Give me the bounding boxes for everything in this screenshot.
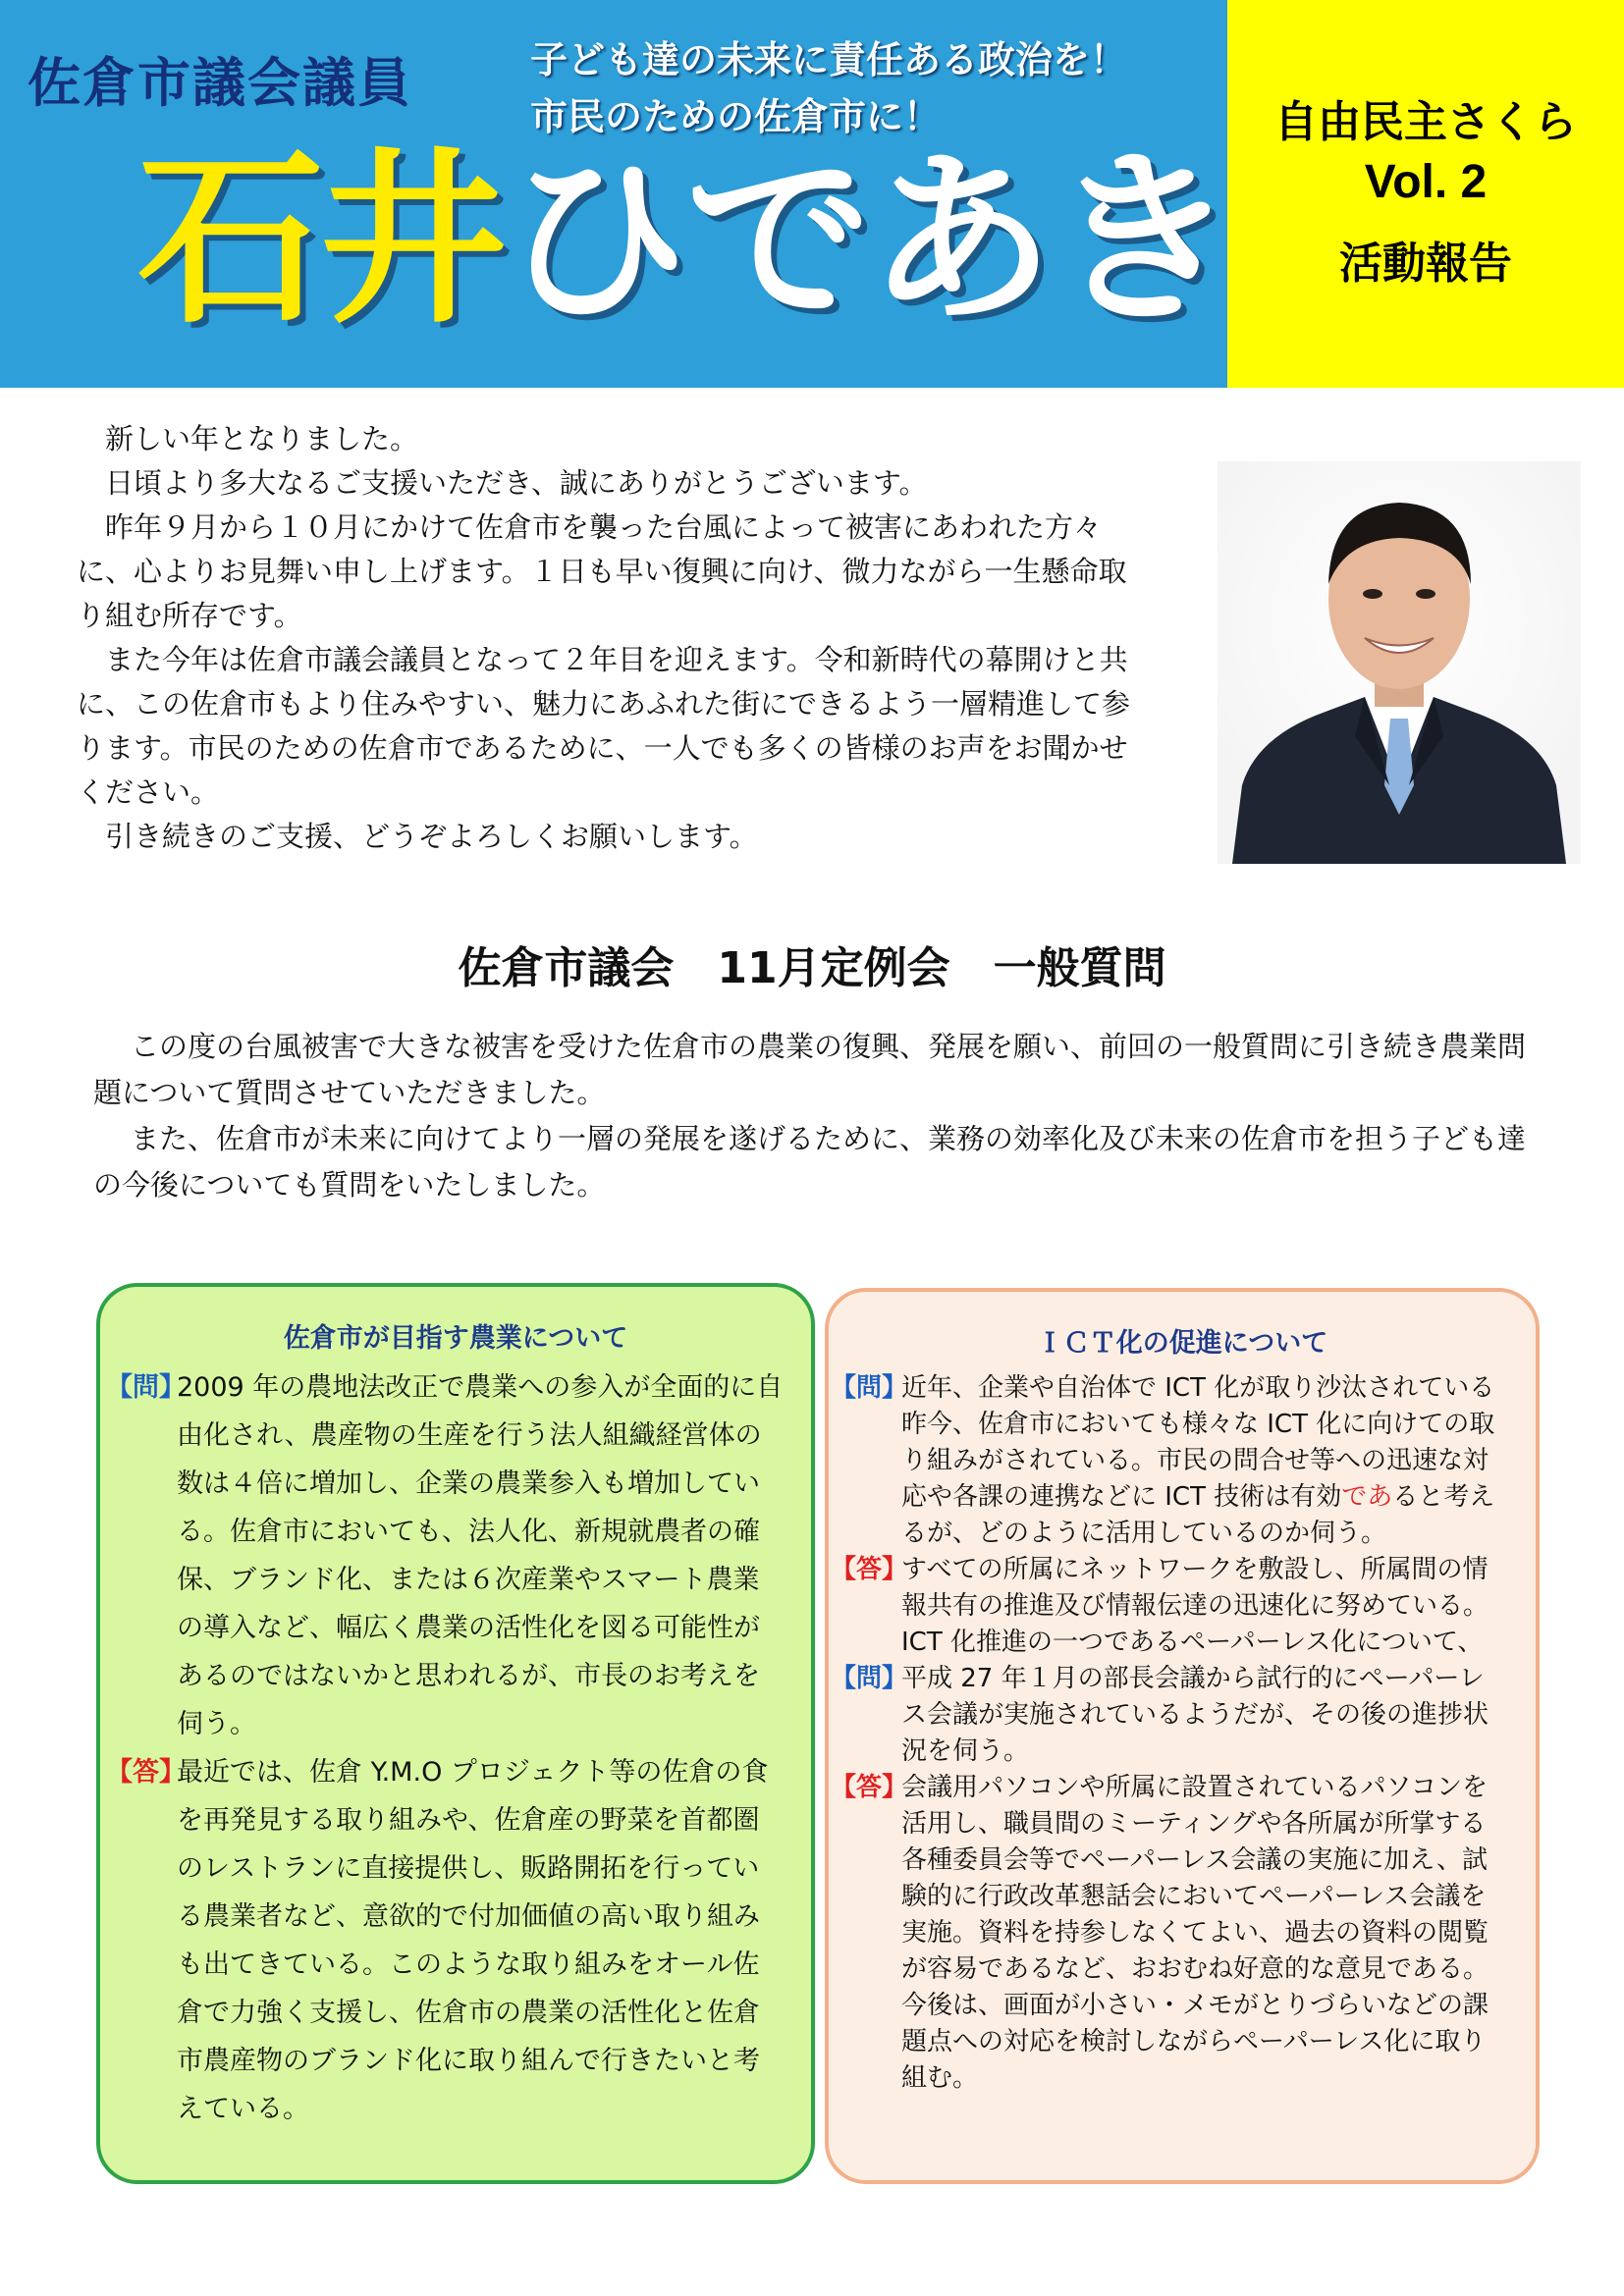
party-name: 自由民主さくら xyxy=(1274,97,1577,147)
question-row xyxy=(831,1661,1508,1770)
name-kanji: 石井 xyxy=(137,132,504,348)
question-lead-text: ICT 化推進の一つであるペーパーレス化について、 xyxy=(901,1628,1484,1657)
ict-qa xyxy=(831,1370,1508,2097)
question-text: 2009 年の農地法改正で農業への参入が全面的に自由化され、農産物の生産を行う法人組織経営体の数は４倍に増加し、企業の農業参入も増加している。佐倉市においても、法人化、新規就農者の確保、ブランド化、または６次産業やスマート農業の導入など、幅広く農業の活性化を図る可能性があるのではないかと思われるが、市長のお考えを伺う。 xyxy=(177,1372,784,1739)
answer-text: すべての所属にネットワークを敷設し、所属間の情報共有の推進及び情報伝達の迅速化に努めている。 xyxy=(901,1555,1489,1621)
answer-tag: 【答】 xyxy=(106,1757,186,1788)
volume-number: Vol. 2 xyxy=(1364,156,1488,208)
section-title: 佐倉市議会 11月定例会 一般質問 xyxy=(458,943,1166,993)
candidate-name xyxy=(137,132,1234,348)
intro-paragraph: また今年は佐倉市議会議員となって２年目を迎えます。令和新時代の幕開けと共に、この佐倉市もより住みやすい、魅力にあふれた街にできるよう一層精進して参ります。市民のための佐倉市であるために、一人でも多くの皆様のお声をお聞かせください。 xyxy=(77,643,1131,809)
section-intro xyxy=(93,1024,1546,1208)
question-text-highlight: であ xyxy=(1341,1482,1393,1512)
answer-text: 最近では、佐倉 Y.M.O プロジェクト等の佐倉の食を再発見する取り組みや、佐倉産の野菜を首都圏のレストランに直接提供し、販路開拓を行っている農業者など、意欲的で付加価値の高い取り組みも出てきている。このような取り組みをオール佐倉で力強く支援し、佐倉市の農業の活性化と佐倉市農産物のブランド化に取り組んで行きたいと考えている。 xyxy=(177,1757,769,2124)
section-paragraph: この度の台風被害で大きな被害を受けた佐倉市の農業の復興、発展を願い、前回の一般質問に引き続き農業問題について質問させていただきました。 xyxy=(93,1030,1527,1109)
name-kana: ひであき xyxy=(503,132,1234,348)
question-lead-row xyxy=(831,1625,1508,1661)
question-tag: 【問】 xyxy=(831,1664,908,1693)
question-text: 近年、企業や自治体で ICT 化が取り沙汰されている昨今、佐倉市においても様々な ICT 化に向けての取り組みがされている。市民の問合せ等への迅速な対応や各課の連携などに ICT 技術は有効 xyxy=(901,1373,1495,1512)
question-text: 平成 27 年１月の部長会議から試行的にペーパーレス会議が実施されているようだが、その後の進捗状況を伺う。 xyxy=(901,1664,1489,1766)
report-label: 活動報告 xyxy=(1339,239,1512,289)
intro-greeting xyxy=(77,417,1147,859)
answer-row xyxy=(831,1552,1508,1625)
answer-text: 会議用パソコンや所属に設置されているパソコンを活用し、職員間のミーティングや各所属が所掌する各種委員会等でペーパーレス会議の実施に加え、試験的に行政改革懇話会においてペーパーレス会議を実施。資料を持参しなくてよい、過去の資料の閲覧が容易であるなど、おおむね好意的な意見である。今後は、画面が小さい・メモがとりづらいなどの課題点への対応を検討しながらペーパーレス化に取り組む。 xyxy=(901,1773,1489,2093)
answer-row xyxy=(831,1770,1508,2097)
question-row xyxy=(831,1370,1508,1552)
agriculture-qa-box xyxy=(96,1283,815,2184)
intro-paragraph: 昨年９月から１０月にかけて佐倉市を襲った台風によって被害にあわれた方々に、心よりお見舞い申し上げます。１日も早い復興に向け、微力ながら一生懸命取り組む所存です。 xyxy=(77,510,1127,632)
answer-tag: 【答】 xyxy=(831,1555,908,1584)
ict-qa-box xyxy=(825,1288,1540,2184)
answer-tag: 【答】 xyxy=(831,1773,908,1802)
agriculture-box-title: 佐倉市が目指す農業について xyxy=(283,1323,628,1354)
question-tag: 【問】 xyxy=(831,1373,908,1403)
slogan-line-1: 子ども達の未来に責任ある政治を！ xyxy=(530,38,1128,81)
question-tag: 【問】 xyxy=(106,1372,186,1403)
answer-row xyxy=(106,1748,784,2133)
intro-paragraph: 新しい年となりました。 xyxy=(105,422,419,455)
portrait-photo xyxy=(1218,461,1581,864)
council-title: 佐倉市議会議員 xyxy=(27,52,412,114)
slogan-line-2: 市民のための佐倉市に！ xyxy=(530,95,942,138)
intro-paragraph: 日頃より多大なるご支援いただき、誠にありがとうございます。 xyxy=(105,466,928,500)
section-paragraph: また、佐倉市が未来に向けてより一層の発展を遂げるために、業務の効率化及び未来の佐倉市を担う子ども達の今後についても質問をいたしました。 xyxy=(93,1122,1527,1201)
ict-box-title: ＩＣＴ化の促進について xyxy=(1036,1328,1328,1359)
agriculture-qa xyxy=(106,1363,784,2133)
question-text-rest: ると考えるが、どのように活用しているのか伺う。 xyxy=(901,1482,1495,1548)
question-row xyxy=(106,1363,784,1748)
intro-paragraph: 引き続きのご支援、どうぞよろしくお願いします。 xyxy=(105,820,758,853)
